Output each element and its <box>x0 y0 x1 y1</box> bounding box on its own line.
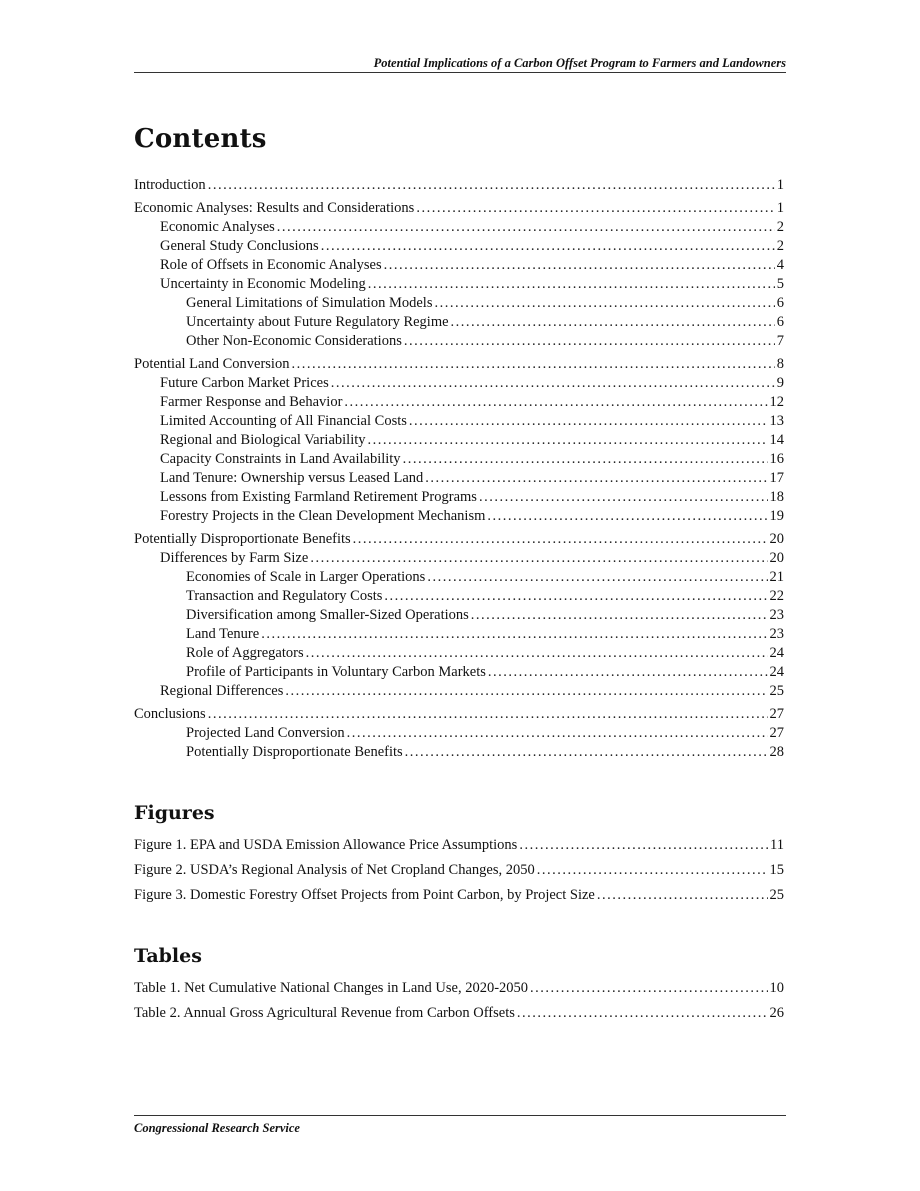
dot-leader <box>537 861 768 880</box>
toc-entry[interactable] <box>134 606 784 625</box>
entry-page-number: 16 <box>769 451 784 467</box>
entry-label: Capacity Constraints in Land Availability <box>160 451 401 467</box>
dot-leader <box>310 549 767 568</box>
figures-entry[interactable] <box>134 886 784 905</box>
entry-page-number: 6 <box>776 314 784 330</box>
dot-leader <box>261 625 767 644</box>
entry-page-number: 18 <box>769 489 784 505</box>
tables-section <box>134 945 784 1023</box>
entry-page-number: 7 <box>776 333 784 349</box>
dot-leader <box>471 606 768 625</box>
entry-page-number: 5 <box>776 276 784 292</box>
entry-page-number: 20 <box>769 550 784 566</box>
entry-page-number: 10 <box>769 980 784 996</box>
entry-label: Farmer Response and Behavior <box>160 394 343 410</box>
entry-page-number: 1 <box>776 177 784 193</box>
entry-label: Economies of Scale in Larger Operations <box>186 569 426 585</box>
dot-leader <box>285 682 767 701</box>
entry-page-number: 24 <box>769 664 784 680</box>
dot-leader <box>344 393 767 412</box>
dot-leader <box>597 886 768 905</box>
entry-label: General Study Conclusions <box>160 238 319 254</box>
dot-leader <box>409 412 768 431</box>
entry-page-number: 13 <box>769 413 784 429</box>
entry-label: Regional Differences <box>160 683 284 699</box>
entry-page-number: 14 <box>769 432 784 448</box>
dot-leader <box>404 332 775 351</box>
dot-leader <box>479 488 768 507</box>
dot-leader <box>517 1004 768 1023</box>
dot-leader <box>403 450 768 469</box>
entry-page-number: 25 <box>769 887 784 903</box>
tables-heading: Tables <box>134 945 202 967</box>
entry-label: Economic Analyses: Results and Considerations <box>134 200 415 216</box>
toc-entry[interactable] <box>134 549 784 568</box>
entry-page-number: 19 <box>769 508 784 524</box>
figures-section <box>134 802 784 905</box>
dot-leader <box>416 199 774 218</box>
toc-entry[interactable] <box>134 355 784 374</box>
entry-label: General Limitations of Simulation Models <box>186 295 433 311</box>
dot-leader <box>427 568 767 587</box>
figures-entry[interactable] <box>134 861 784 880</box>
toc-entry[interactable] <box>134 682 784 701</box>
entry-label: Table 1. Net Cumulative National Changes in Land Use, 2020-2050 <box>134 980 529 996</box>
contents-heading: Contents <box>134 124 267 154</box>
entry-page-number: 25 <box>769 683 784 699</box>
dot-leader <box>434 294 774 313</box>
entry-label: Potentially Disproportionate Benefits <box>134 531 351 547</box>
entry-label: Uncertainty about Future Regulatory Regime <box>186 314 449 330</box>
entry-label: Economic Analyses <box>160 219 275 235</box>
entry-label: Projected Land Conversion <box>186 725 345 741</box>
toc-page-content <box>134 124 784 1029</box>
entry-page-number: 1 <box>776 200 784 216</box>
entry-label: Diversification among Smaller-Sized Operations <box>186 607 469 623</box>
toc-entry[interactable] <box>134 431 784 450</box>
entry-label: Table 2. Annual Gross Agricultural Revenue from Carbon Offsets <box>134 1005 515 1021</box>
dot-leader <box>321 237 775 256</box>
dot-leader <box>368 431 768 450</box>
toc-entry[interactable] <box>134 374 784 393</box>
entry-page-number: 23 <box>769 626 784 642</box>
entry-label: Transaction and Regulatory Costs <box>186 588 383 604</box>
entry-page-number: 28 <box>769 744 784 760</box>
entry-label: Potential Land Conversion <box>134 356 290 372</box>
dot-leader <box>353 530 768 549</box>
toc-entry[interactable] <box>134 199 784 218</box>
entry-label: Limited Accounting of All Financial Costs <box>160 413 407 429</box>
header-rule <box>134 72 786 73</box>
toc-entry[interactable] <box>134 256 784 275</box>
toc-entry[interactable] <box>134 393 784 412</box>
entry-page-number: 21 <box>769 569 784 585</box>
entry-label: Role of Offsets in Economic Analyses <box>160 257 382 273</box>
dot-leader <box>368 275 775 294</box>
entry-page-number: 24 <box>769 645 784 661</box>
entry-page-number: 2 <box>776 238 784 254</box>
entry-label: Regional and Biological Variability <box>160 432 366 448</box>
toc-entry[interactable] <box>134 412 784 431</box>
toc-entry[interactable] <box>134 218 784 237</box>
entry-label: Land Tenure: Ownership versus Leased Land <box>160 470 424 486</box>
entry-label: Forestry Projects in the Clean Development Mechanism <box>160 508 486 524</box>
entry-label: Figure 2. USDA’s Regional Analysis of Net Cropland Changes, 2050 <box>134 862 535 878</box>
entry-label: Figure 3. Domestic Forestry Offset Projects from Point Carbon, by Project Size <box>134 887 595 903</box>
entry-page-number: 27 <box>769 725 784 741</box>
dot-leader <box>384 256 775 275</box>
entry-label: Uncertainty in Economic Modeling <box>160 276 366 292</box>
toc-entry[interactable] <box>134 313 784 332</box>
running-footer: Congressional Research Service <box>134 1121 300 1135</box>
toc-entry[interactable] <box>134 507 784 526</box>
entry-label: Other Non-Economic Considerations <box>186 333 402 349</box>
contents-list <box>134 176 784 762</box>
toc-entry[interactable] <box>134 294 784 313</box>
dot-leader <box>347 724 768 743</box>
dot-leader <box>487 507 767 526</box>
dot-leader <box>488 663 768 682</box>
entry-page-number: 17 <box>769 470 784 486</box>
toc-entry[interactable] <box>134 625 784 644</box>
entry-page-number: 12 <box>769 394 784 410</box>
dot-leader <box>519 836 768 855</box>
entry-label: Land Tenure <box>186 626 260 642</box>
dot-leader <box>277 218 775 237</box>
dot-leader <box>208 176 775 195</box>
entry-page-number: 22 <box>769 588 784 604</box>
entry-label: Potentially Disproportionate Benefits <box>186 744 403 760</box>
entry-label: Profile of Participants in Voluntary Carbon Markets <box>186 664 486 680</box>
entry-label: Future Carbon Market Prices <box>160 375 329 391</box>
tables-list <box>134 979 784 1023</box>
toc-entry[interactable] <box>134 237 784 256</box>
entry-page-number: 9 <box>776 375 784 391</box>
dot-leader <box>425 469 767 488</box>
tables-entry[interactable] <box>134 1004 784 1023</box>
running-header: Potential Implications of a Carbon Offset Program to Farmers and Landowners <box>373 56 786 70</box>
toc-entry[interactable] <box>134 568 784 587</box>
figures-heading: Figures <box>134 802 215 824</box>
entry-page-number: 6 <box>776 295 784 311</box>
entry-label: Conclusions <box>134 706 206 722</box>
toc-entry[interactable] <box>134 469 784 488</box>
dot-leader <box>291 355 774 374</box>
figures-entry[interactable] <box>134 836 784 855</box>
dot-leader <box>451 313 775 332</box>
dot-leader <box>405 743 768 762</box>
entry-label: Introduction <box>134 177 206 193</box>
entry-label: Differences by Farm Size <box>160 550 309 566</box>
footer-rule <box>134 1115 786 1116</box>
dot-leader <box>331 374 775 393</box>
toc-entry[interactable] <box>134 275 784 294</box>
toc-entry[interactable] <box>134 530 784 549</box>
entry-label: Lessons from Existing Farmland Retirement Programs <box>160 489 477 505</box>
tables-entry[interactable] <box>134 979 784 998</box>
entry-label: Role of Aggregators <box>186 645 304 661</box>
entry-page-number: 11 <box>770 837 784 853</box>
dot-leader <box>530 979 767 998</box>
entry-page-number: 20 <box>769 531 784 547</box>
entry-label: Figure 1. EPA and USDA Emission Allowance Price Assumptions <box>134 837 518 853</box>
entry-page-number: 27 <box>769 706 784 722</box>
toc-entry[interactable] <box>134 450 784 469</box>
figures-list <box>134 836 784 905</box>
entry-page-number: 15 <box>769 862 784 878</box>
entry-page-number: 4 <box>776 257 784 273</box>
entry-page-number: 26 <box>769 1005 784 1021</box>
dot-leader <box>306 644 768 663</box>
toc-entry[interactable] <box>134 176 784 195</box>
entry-page-number: 23 <box>769 607 784 623</box>
toc-entry[interactable] <box>134 587 784 606</box>
toc-entry[interactable] <box>134 663 784 682</box>
toc-entry[interactable] <box>134 743 784 762</box>
entry-page-number: 8 <box>776 356 784 372</box>
toc-entry[interactable] <box>134 332 784 351</box>
toc-entry[interactable] <box>134 644 784 663</box>
toc-entry[interactable] <box>134 488 784 507</box>
dot-leader <box>208 705 768 724</box>
entry-page-number: 2 <box>776 219 784 235</box>
dot-leader <box>384 587 767 606</box>
toc-entry[interactable] <box>134 705 784 724</box>
toc-entry[interactable] <box>134 724 784 743</box>
